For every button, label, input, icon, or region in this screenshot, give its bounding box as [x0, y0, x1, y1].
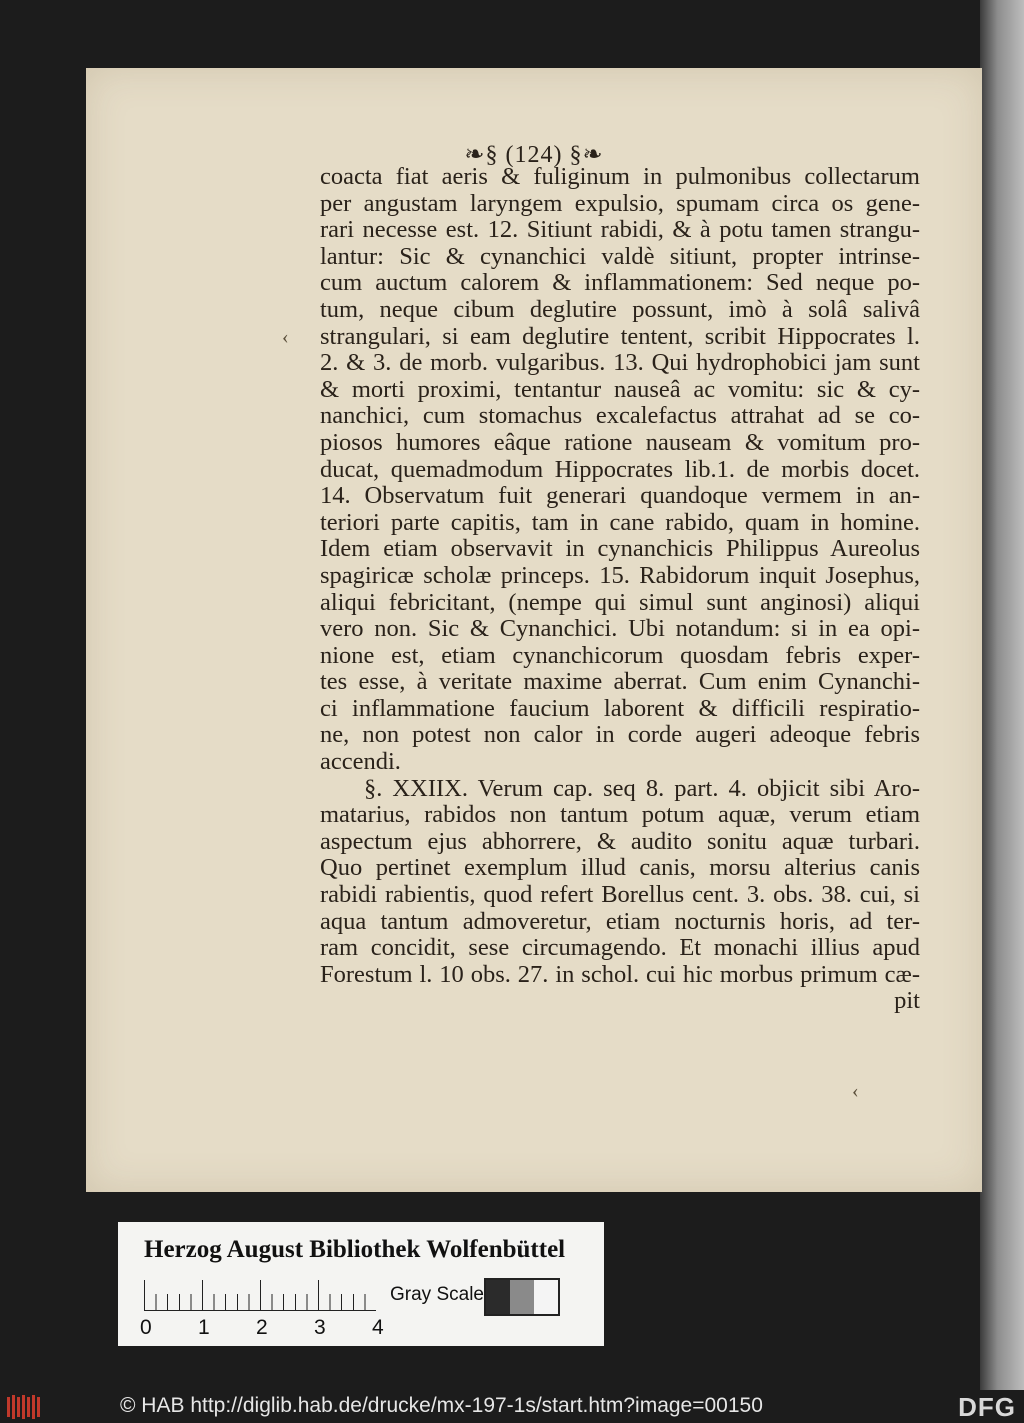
book-page	[86, 68, 982, 1192]
body-text	[320, 164, 920, 1015]
text-line: tum, neque cibum deglutire possunt, imò à solâ salivâ	[320, 296, 920, 323]
adjacent-page-edge	[980, 0, 1024, 1390]
text-line: vero non. Sic & Cynanchici. Ubi notandum: si in ea opi-	[320, 616, 920, 643]
footer-bar	[0, 1390, 1024, 1423]
catchword: pit	[894, 988, 920, 1015]
library-title: Herzog August Bibliothek Wolfenbüttel	[144, 1236, 566, 1263]
text-line: aspectum ejus abhorrere, & audito sonitu aquæ turbari.	[320, 828, 920, 855]
ruler-number: 0	[140, 1316, 152, 1339]
text-line: nione est, etiam cynanchicorum quosdam febris exper-	[320, 642, 920, 669]
text-line: ne, non potest non calor in corde augeri adeoque febris	[320, 722, 920, 749]
margin-mark: ‹	[852, 1080, 859, 1102]
gray-scale-label: Gray Scale	[390, 1284, 484, 1305]
text-line: Idem etiam observavit in cynanchicis Philippus Aureolus	[320, 536, 920, 563]
ruler-number: 4	[372, 1316, 384, 1339]
color-target-card	[118, 1222, 604, 1346]
ruler-number: 3	[314, 1316, 326, 1339]
ruler-number: 2	[256, 1316, 268, 1339]
text-line: Quo pertinet exemplum illud canis, morsu alterius canis	[320, 855, 920, 882]
ruler-number: 1	[198, 1316, 210, 1339]
text-line: cum auctum calorem & inflammationem: Sed neque po-	[320, 270, 920, 297]
text-line: & morti proximi, tentantur nauseâ ac vomitu: sic & cy-	[320, 376, 920, 403]
gray-swatch-light	[534, 1280, 558, 1314]
text-line: coacta fiat aeris & fuliginum in pulmonibus collectarum	[320, 164, 920, 190]
footer-url: © HAB http://diglib.hab.de/drucke/mx-197-1s/start.htm?image=00150	[120, 1394, 763, 1417]
text-line: piosos humores eâque ratione nauseam & vomitum pro-	[320, 429, 920, 456]
text-line: strangulari, si eam deglutire tentent, scribit Hippocrates l.	[320, 323, 920, 350]
text-line: tes esse, à veritate maxime aberrat. Cum enim Cynanchi-	[320, 669, 920, 696]
text-line: teriori parte capitis, tam in cane rabido, quam in homine.	[320, 509, 920, 536]
margin-mark: ‹	[282, 326, 289, 348]
text-line: rabidi rabientis, quod refert Borellus cent. 3. obs. 38. cui, si	[320, 882, 920, 909]
text-line: ram concidit, sese circumagendo. Et monachi illius apud	[320, 935, 920, 962]
page-header: ❧§ (124) §❧	[464, 142, 604, 168]
text-line: 14. Observatum fuit generari quandoque vermem in an-	[320, 483, 920, 510]
text-line: per angustam laryngem expulsio, spumam circa os gene-	[320, 190, 920, 217]
dfg-logo: DFG	[958, 1392, 1016, 1422]
gray-scale-swatches	[484, 1278, 560, 1316]
gray-swatch-dark	[486, 1280, 510, 1314]
text-line: aliqui febricitant, (nempe qui simul sunt anginosi) aliqui	[320, 589, 920, 616]
text-line: nanchici, cum stomachus excalefactus attrahat ad se co-	[320, 403, 920, 430]
scale-ruler	[144, 1280, 376, 1316]
ruler-numbers	[140, 1316, 390, 1342]
text-line: rari necesse est. 12. Sitiunt rabidi, & à potu tamen strangu-	[320, 217, 920, 244]
text-line: Forestum l. 10 obs. 27. in schol. cui hic morbus primum cæ-	[320, 961, 920, 988]
text-line: §. XXIIX. Verum cap. seq 8. part. 4. objicit sibi Aro-	[364, 775, 920, 802]
text-line: ducat, quemadmodum Hippocrates lib.1. de morbis docet.	[320, 456, 920, 483]
text-line: accendi.	[320, 749, 401, 776]
text-line: lantur: Sic & cynanchici valdè sitiunt, propter intrinse-	[320, 243, 920, 270]
gray-swatch-mid	[510, 1280, 534, 1314]
text-line: matarius, rabidos non tantum potum aquæ, verum etiam	[320, 802, 920, 829]
ruler-ticks	[144, 1280, 376, 1311]
text-line: spagiricæ scholæ princeps. 15. Rabidorum inquit Josephus,	[320, 562, 920, 589]
hab-logo-icon	[6, 1394, 42, 1420]
text-line: aqua tantum admoveretur, etiam nocturnis horis, ad ter-	[320, 908, 920, 935]
text-line: 2. & 3. de morb. vulgaribus. 13. Qui hydrophobici jam sunt	[320, 350, 920, 377]
text-line: ci inflammatione faucium laborent & difficili respiratio-	[320, 695, 920, 722]
